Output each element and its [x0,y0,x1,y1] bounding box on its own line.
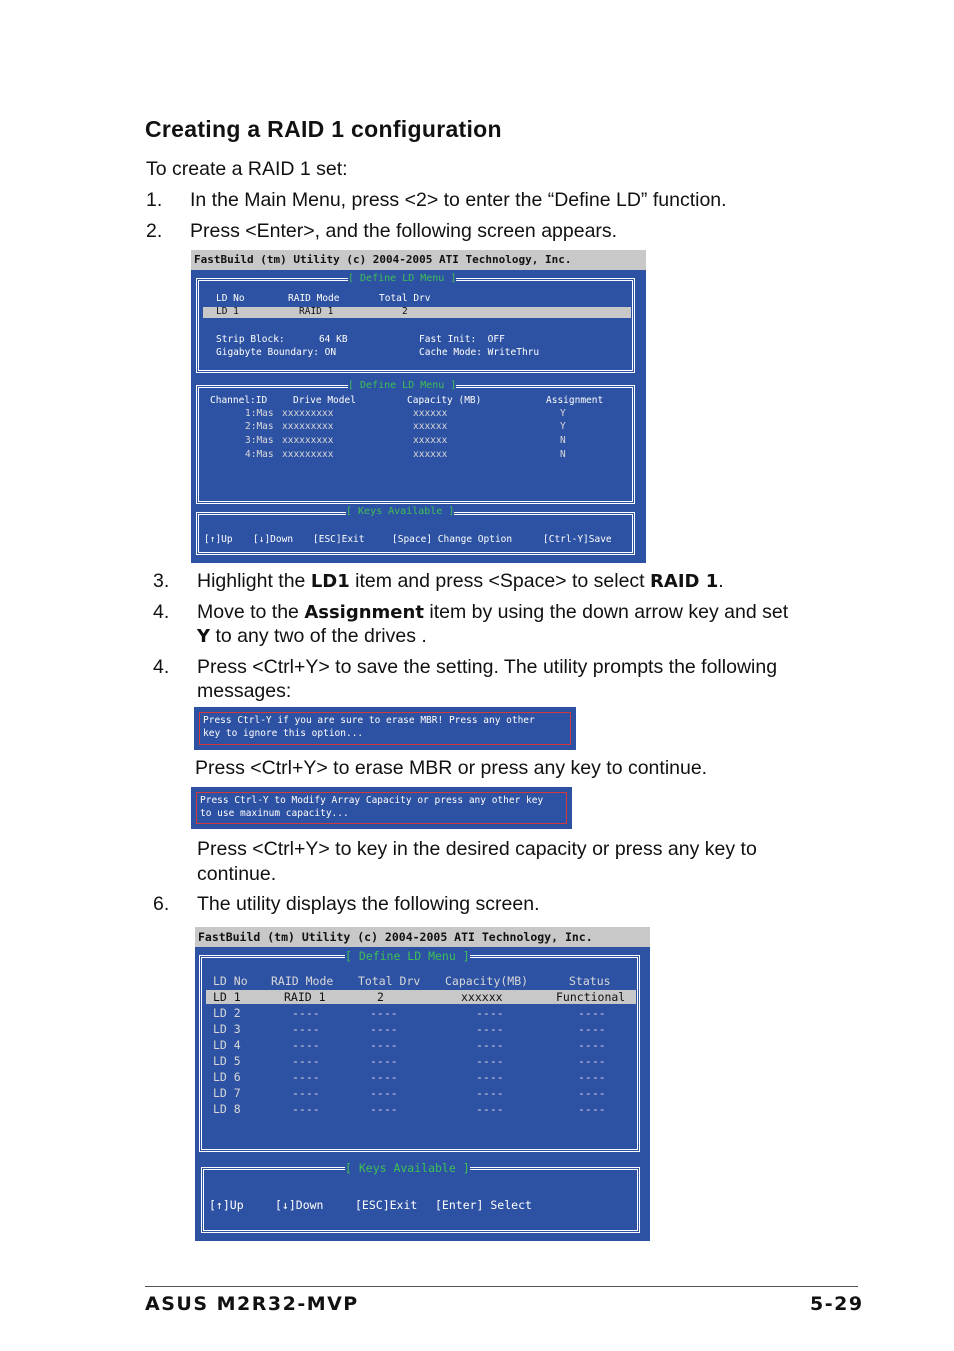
ld-cell: LD 8 [213,1102,241,1116]
message-line: Press Ctrl-Y to Modify Array Capacity or press any other key [200,795,544,806]
step-number: 2. [146,220,163,242]
message-line: Press Ctrl-Y if you are sure to erase MBR! Press any other [203,715,535,726]
after-msg2-text: Press <Ctrl+Y> to key in the desired capacity or press any key to [197,838,757,860]
erase-mbr-message [194,707,576,750]
step-text: Highlight the [197,570,311,592]
total-drv-cell: ---- [370,1070,398,1084]
step-text: Press <Ctrl+Y> to save the setting. The utility prompts the following [197,656,778,678]
status-cell: ---- [578,1054,606,1068]
key-esc: [ESC]Exit [355,1198,418,1212]
drive-assignment[interactable]: Y [560,408,566,419]
capacity-cell: ---- [476,1022,504,1036]
panel-label: [ Define LD Menu ] [348,380,457,391]
step-text: . [718,570,724,592]
key-up: [↑]Up [204,534,233,545]
header-raid-mode: RAID Mode [271,974,334,988]
status-cell: ---- [578,1102,606,1116]
emphasis-y: Y [197,626,211,647]
raid-mode-cell: ---- [292,1102,320,1116]
drive-model: xxxxxxxxx [282,435,334,446]
step-4 [153,600,853,648]
ld-cell: LD 1 [213,990,241,1004]
step-text: In the Main Menu, press <2> to enter the “Define LD” function. [190,189,727,211]
header-total-drv: Total Drv [379,293,431,304]
raid-mode-cell[interactable]: RAID 1 [299,306,334,317]
drive-id: 3:Mas [245,435,274,446]
status-cell: Functional [556,990,626,1004]
ld-cell: LD 3 [213,1022,241,1036]
drive-assignment[interactable]: Y [560,421,566,432]
ld-cell: LD 2 [213,1006,241,1020]
bios-screen-define-ld [191,250,646,563]
strip-block-field[interactable]: Strip Block: 64 KB [216,334,348,345]
capacity-cell: xxxxxx [461,990,503,1004]
raid-mode-cell: ---- [292,1022,320,1036]
emphasis-assignment: Assignment [304,602,424,623]
raid-mode-cell: ---- [292,1038,320,1052]
step-number: 3. [153,570,170,592]
drive-id: 1:Mas [245,408,274,419]
key-save: [Ctrl-Y]Save [543,534,612,545]
drive-assignment[interactable]: N [560,435,566,446]
step-number: 6. [153,893,170,915]
message-line: key to ignore this option... [203,728,364,739]
step-3 [153,569,853,593]
emphasis-raid1: RAID 1 [650,571,719,592]
col-capacity: Capacity (MB) [407,395,482,406]
key-down: [↓]Down [253,534,294,545]
key-enter: [Enter] Select [435,1198,532,1212]
step-text: messages: [197,680,292,702]
capacity-cell: ---- [476,1006,504,1020]
modify-capacity-message [191,787,572,829]
ld-1-cell: LD 1 [216,306,239,317]
capacity-cell: ---- [476,1070,504,1084]
raid-mode-cell: ---- [292,1006,320,1020]
drive-model: xxxxxxxxx [282,449,334,460]
emphasis-ld1: LD1 [310,571,350,592]
status-cell: ---- [578,1006,606,1020]
intro-text: To create a RAID 1 set: [146,158,348,180]
step-text: item and press <Space> to select [349,570,651,592]
after-msg1-text: Press <Ctrl+Y> to erase MBR or press any key to continue. [195,757,708,779]
total-drv-cell: ---- [370,1054,398,1068]
capacity-cell: ---- [476,1102,504,1116]
header-ld-no: LD No [213,974,248,988]
header-status: Status [569,974,611,988]
panel-label: [ Define LD Menu ] [348,273,457,284]
message-line: to use maxinum capacity... [200,808,349,819]
capacity-cell: ---- [476,1038,504,1052]
status-cell: ---- [578,1070,606,1084]
drive-capacity: xxxxxx [413,421,448,432]
step-6 [153,892,853,916]
step-text: item by using the down arrow key and set [423,601,789,623]
drive-assignment[interactable]: N [560,449,566,460]
header-total-drv: Total Drv [358,974,421,988]
status-cell: ---- [578,1086,606,1100]
panel-label: [ Keys Available ] [346,506,455,517]
col-drive-model: Drive Model [293,395,356,406]
panel-label: [ Keys Available ] [345,1161,470,1175]
drive-capacity: xxxxxx [413,449,448,460]
drive-capacity: xxxxxx [413,408,448,419]
raid-mode-cell: ---- [292,1086,320,1100]
key-up: [↑]Up [209,1198,244,1212]
raid-mode-cell: RAID 1 [284,990,326,1004]
drive-id: 2:Mas [245,421,274,432]
ld-cell: LD 4 [213,1038,241,1052]
ld-cell: LD 7 [213,1086,241,1100]
key-down: [↓]Down [275,1198,324,1212]
bios-title-bar: FastBuild (tm) Utility (c) 2004-2005 ATI Technology, Inc. [195,927,650,947]
total-drv-cell: ---- [370,1102,398,1116]
drive-model: xxxxxxxxx [282,408,334,419]
total-drv-cell: ---- [370,1022,398,1036]
step-text: Move to the [197,601,305,623]
bios-screen-ld-list [195,927,650,1241]
drive-model: xxxxxxxxx [282,421,334,432]
capacity-cell: ---- [476,1086,504,1100]
raid-mode-cell: ---- [292,1054,320,1068]
ld-cell: LD 5 [213,1054,241,1068]
header-ld-no: LD No [216,293,245,304]
raid-mode-cell: ---- [292,1070,320,1084]
total-drv-cell: ---- [370,1006,398,1020]
total-drv-cell: ---- [370,1086,398,1100]
total-drv-cell: 2 [402,306,408,317]
step-text: Press <Enter>, and the following screen appears. [190,220,618,242]
step-text: The utility displays the following screen. [197,893,540,915]
key-space: [Space] Change Option [392,534,513,545]
after-msg2-text: continue. [197,863,277,885]
status-cell: ---- [578,1038,606,1052]
step-4b [153,655,853,703]
cache-mode-field[interactable]: Cache Mode: WriteThru [419,347,540,358]
bios-title-bar: FastBuild (tm) Utility (c) 2004-2005 ATI Technology, Inc. [191,250,646,270]
keys-panel [201,1167,640,1233]
footer-page-number: 5-29 [810,1293,864,1315]
total-drv-cell: 2 [377,990,384,1004]
fast-init-field[interactable]: Fast Init: OFF [419,334,505,345]
panel-label: [ Define LD Menu ] [345,949,470,963]
header-capacity: Capacity(MB) [445,974,529,988]
header-raid-mode: RAID Mode [288,293,340,304]
capacity-cell: ---- [476,1054,504,1068]
col-assignment: Assignment [546,395,604,406]
step-text: to any two of the drives . [210,625,427,647]
total-drv-cell: ---- [370,1038,398,1052]
footer-rule [145,1286,858,1287]
step-number: 1. [146,189,163,211]
section-heading: Creating a RAID 1 configuration [145,116,502,142]
key-esc: [ESC]Exit [313,534,365,545]
status-cell: ---- [578,1022,606,1036]
gigabyte-boundary-field[interactable]: Gigabyte Boundary: ON [216,347,337,358]
ld-cell: LD 6 [213,1070,241,1084]
drive-id: 4:Mas [245,449,274,460]
footer-product: ASUS M2R32-MVP [145,1293,359,1315]
drive-capacity: xxxxxx [413,435,448,446]
step-number: 4. [153,601,170,623]
col-channel-id: Channel:ID [210,395,268,406]
selected-row-highlight[interactable] [203,307,631,318]
step-number: 4. [153,656,170,678]
